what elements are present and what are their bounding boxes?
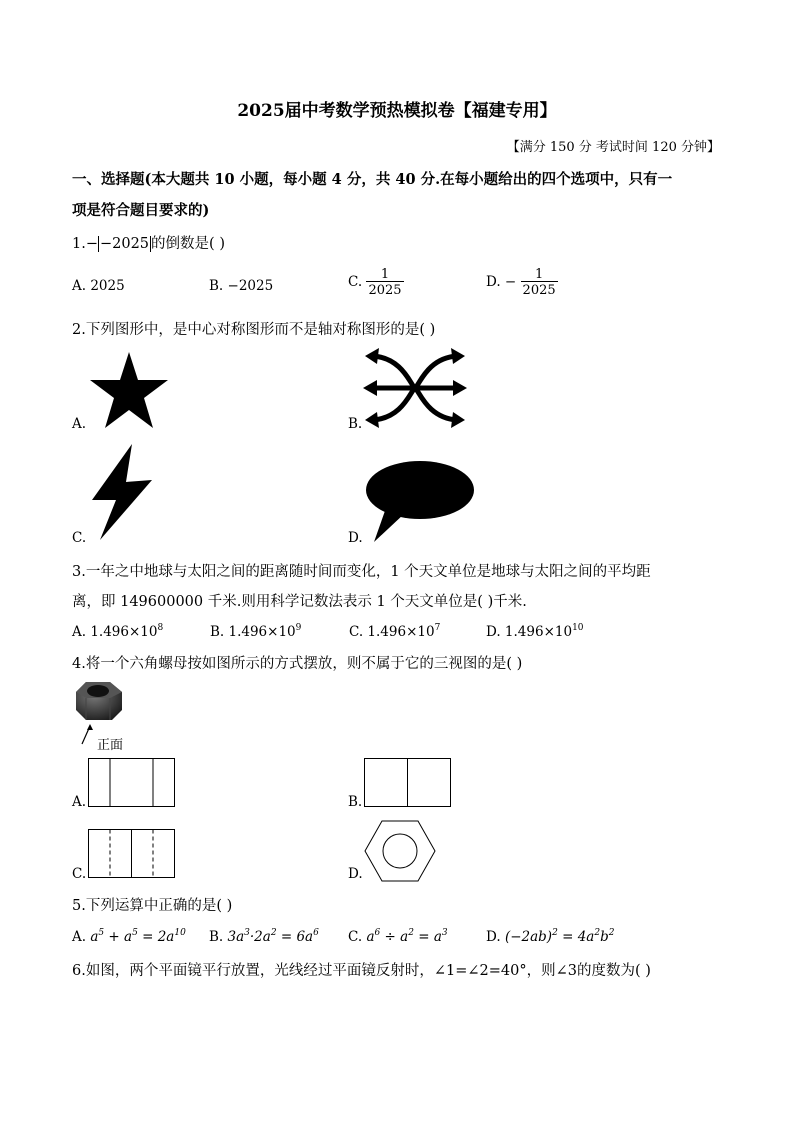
q5-option-d bbox=[486, 928, 614, 945]
q2-option-a-label: A. bbox=[72, 416, 87, 432]
star-figure bbox=[88, 350, 170, 430]
q2-stem: 2.下列图形中，是中心对称图形而不是轴对称图形的是( ) bbox=[72, 322, 436, 338]
page-title: 2025届中考数学预热模拟卷【福建专用】 bbox=[237, 101, 557, 121]
q1-option-d-prefix: D. − bbox=[486, 274, 517, 290]
q4-option-d-label: D. bbox=[348, 866, 363, 882]
q1-abs-content: −2025 bbox=[99, 236, 150, 252]
q1-option-d-denominator: 2025 bbox=[522, 283, 556, 298]
q3-option-d-exponent: 10 bbox=[572, 623, 584, 633]
q4-option-d-figure bbox=[364, 820, 436, 882]
q2-option-b-label: B. bbox=[348, 416, 363, 432]
section-heading-line1: 一、选择题(本大题共 10 小题，每小题 4 分，共 40 分.在每小题给出的四个选项中，只有一 bbox=[72, 171, 673, 188]
q1-option-c-fraction bbox=[366, 268, 403, 297]
q5-option-a bbox=[72, 928, 186, 945]
q5-option-b-label: B. bbox=[209, 929, 224, 945]
q5-option-a-expression: $a^5 + a^5 = 2a^{10}$ bbox=[90, 928, 186, 945]
q1-option-c-numerator: 1 bbox=[380, 267, 390, 282]
q5-option-d-expression: $(-2ab)^2 = 4a^2b^2$ bbox=[504, 928, 615, 945]
speech-bubble-figure bbox=[364, 460, 476, 544]
q1-option-c-prefix: C. bbox=[348, 274, 363, 290]
q4-option-c-figure bbox=[88, 829, 176, 879]
q3-option-b-base: B. 1.496×10 bbox=[210, 624, 296, 640]
q3-option-b-exponent: 9 bbox=[295, 623, 302, 633]
q2-option-c-label: C. bbox=[72, 530, 87, 546]
q3-option-a-base: A. 1.496×10 bbox=[72, 624, 158, 640]
crossing-arrows-figure bbox=[363, 346, 467, 430]
q3-stem-line1: 3.一年之中地球与太阳之间的距离随时间而变化，1 个天文单位是地球与太阳之间的平均距 bbox=[72, 564, 651, 580]
q3-option-c bbox=[349, 623, 440, 640]
q1-abs-value bbox=[98, 236, 151, 252]
q3-option-d-base: D. 1.496×10 bbox=[486, 624, 573, 640]
q1-stem-a: 1.− bbox=[72, 236, 98, 252]
q6-stem: 6.如图，两个平面镜平行放置，光线经过平面镜反射时，∠1=∠2=40°，则∠3的度数为( ) bbox=[72, 963, 651, 979]
q1-option-a: A. 2025 bbox=[72, 278, 125, 294]
q3-option-b bbox=[210, 623, 301, 640]
q1-stem-b: 的倒数是( ) bbox=[151, 236, 225, 252]
exam-info: 【满分 150 分 考试时间 120 分钟】 bbox=[506, 140, 720, 155]
q3-option-c-exponent: 7 bbox=[434, 623, 441, 633]
section-heading-line2: 项是符合题目要求的) bbox=[72, 202, 210, 219]
q1-option-d-fraction bbox=[521, 268, 558, 297]
q1-option-d-numerator: 1 bbox=[534, 267, 544, 282]
q5-option-d-label: D. bbox=[486, 929, 501, 945]
q4-option-c-label: C. bbox=[72, 866, 87, 882]
q4-option-b-label: B. bbox=[348, 794, 363, 810]
lightning-figure bbox=[88, 444, 154, 540]
q5-option-c-label: C. bbox=[348, 929, 363, 945]
q1-option-b: B. −2025 bbox=[209, 278, 274, 294]
q4-option-a-figure bbox=[88, 758, 176, 808]
q5-option-b-expression: $3a^3\cdot 2a^2 = 6a^6$ bbox=[227, 928, 319, 945]
q5-stem: 5.下列运算中正确的是( ) bbox=[72, 898, 233, 914]
q3-option-a-exponent: 8 bbox=[157, 623, 164, 633]
q3-option-d bbox=[486, 623, 584, 640]
q4-stem: 4.将一个六角螺母按如图所示的方式摆放，则不属于它的三视图的是( ) bbox=[72, 656, 523, 672]
q1-option-c bbox=[348, 268, 404, 297]
q4-option-a-label: A. bbox=[72, 794, 87, 810]
q1-option-d bbox=[486, 268, 558, 297]
q5-option-c-expression: $a^6 \div a^2 = a^3$ bbox=[366, 928, 448, 945]
q3-option-a bbox=[72, 623, 163, 640]
q2-option-d-label: D. bbox=[348, 530, 363, 546]
q5-option-b bbox=[209, 928, 319, 945]
q1-option-c-denominator: 2025 bbox=[368, 283, 402, 298]
q1-stem bbox=[72, 232, 225, 253]
q4-option-b-figure bbox=[364, 758, 452, 808]
q5-option-a-label: A. bbox=[72, 929, 87, 945]
q3-stem-line2: 离，即 149600000 千米.则用科学记数法表示 1 个天文单位是( )千米. bbox=[72, 594, 527, 610]
q3-option-c-base: C. 1.496×10 bbox=[349, 624, 435, 640]
front-view-label: 正面 bbox=[97, 738, 124, 753]
q5-option-c bbox=[348, 928, 448, 945]
